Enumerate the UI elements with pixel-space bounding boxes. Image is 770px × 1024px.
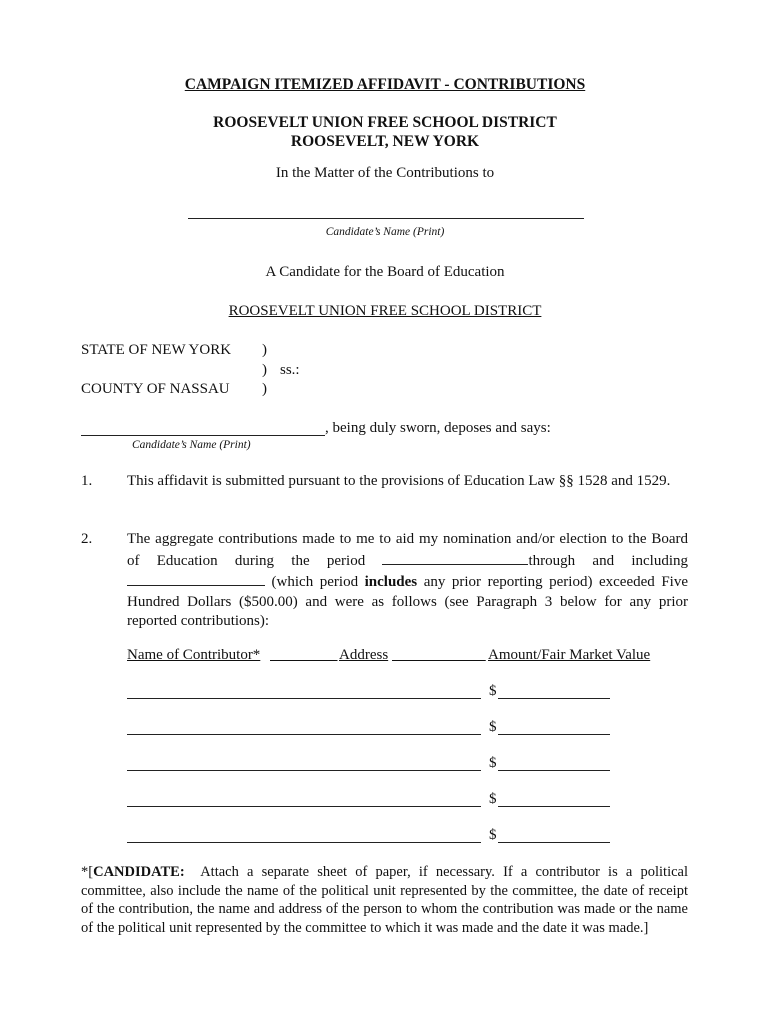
paragraph-2-part-1: The aggregate contributions made to me to aid my nomination and/or election to the Board of Education during the period <box>127 531 688 569</box>
period-end-field[interactable] <box>127 571 265 586</box>
header-address-trail <box>392 647 486 664</box>
venue-state: STATE OF NEW YORK <box>81 342 232 358</box>
paragraph-2-bold: includes <box>364 574 418 590</box>
row-5-dollar: $ <box>489 827 497 843</box>
paragraph-2-part-4: any prior reporting period) exceeded Five Hundred Dollars ($500.00) and were as follows (see Paragraph 3 below for any prior reported contributions): <box>127 574 688 629</box>
candidate-for-line: A Candidate for the Board of Education <box>265 264 505 280</box>
candidate-name-caption: Candidate’s Name (Print) <box>325 226 445 238</box>
header-address-lead <box>270 647 338 664</box>
matter-line: In the Matter of the Contributions to <box>275 165 495 181</box>
paragraph-1-number: 1. <box>81 473 93 489</box>
district-heading: ROOSEVELT UNION FREE SCHOOL DISTRICT <box>213 114 557 131</box>
location-heading: ROOSEVELT, NEW YORK <box>290 133 480 150</box>
sworn-text: , being duly sworn, deposes and says: <box>325 420 551 436</box>
row-1-dollar: $ <box>489 683 497 699</box>
venue-ss: ss.: <box>280 362 300 378</box>
deponent-name-field[interactable] <box>81 435 325 436</box>
header-address: Address <box>339 647 389 663</box>
row-1-contributor-field[interactable] <box>127 698 481 699</box>
row-4-amount-field[interactable] <box>498 806 610 807</box>
period-start-field[interactable] <box>382 550 528 565</box>
paragraph-1-text: This affidavit is submitted pursuant to the provisions of Education Law §§ 1528 and 1529. <box>127 473 671 489</box>
row-2-amount-field[interactable] <box>498 734 610 735</box>
form-title: CAMPAIGN ITEMIZED AFFIDAVIT - CONTRIBUTIONS <box>184 76 586 93</box>
venue-paren-1: ) <box>262 342 267 358</box>
paragraph-2-part-2: through and including <box>528 552 689 569</box>
footnote-text: Attach a separate sheet of paper, if necessary. If a contributor is a political committee, also include the name of the political unit represented by the committee, the date of receipt of the contribution, the name and address of the person to whom the contribution was made or the name of the political unit represented by the committee to which it was made and the date it was made.] <box>81 864 688 936</box>
row-1-amount-field[interactable] <box>498 698 610 699</box>
footnote-prefix: *[ <box>81 864 94 880</box>
row-5-amount-field[interactable] <box>498 842 610 843</box>
venue-county: COUNTY OF NASSAU <box>81 381 230 397</box>
row-2-dollar: $ <box>489 719 497 735</box>
footnote <box>81 863 688 937</box>
row-3-amount-field[interactable] <box>498 770 610 771</box>
header-amount: Amount/Fair Market Value <box>488 647 651 663</box>
footnote-label: CANDIDATE: <box>93 864 185 880</box>
paragraph-2-number: 2. <box>81 531 93 547</box>
venue-paren-3: ) <box>262 381 267 397</box>
row-4-contributor-field[interactable] <box>127 806 481 807</box>
district-underlined: ROOSEVELT UNION FREE SCHOOL DISTRICT <box>228 303 542 319</box>
paragraph-2-part-3: (which period <box>271 574 359 590</box>
row-3-contributor-field[interactable] <box>127 770 481 771</box>
row-3-dollar: $ <box>489 755 497 771</box>
row-2-contributor-field[interactable] <box>127 734 481 735</box>
header-contributor: Name of Contributor* <box>127 647 261 663</box>
candidate-name-field[interactable] <box>188 218 584 219</box>
venue-paren-2: ) <box>262 362 267 378</box>
row-4-dollar: $ <box>489 791 497 807</box>
row-5-contributor-field[interactable] <box>127 842 481 843</box>
deponent-name-caption: Candidate’s Name (Print) <box>132 439 251 451</box>
paragraph-2-text <box>127 530 688 632</box>
